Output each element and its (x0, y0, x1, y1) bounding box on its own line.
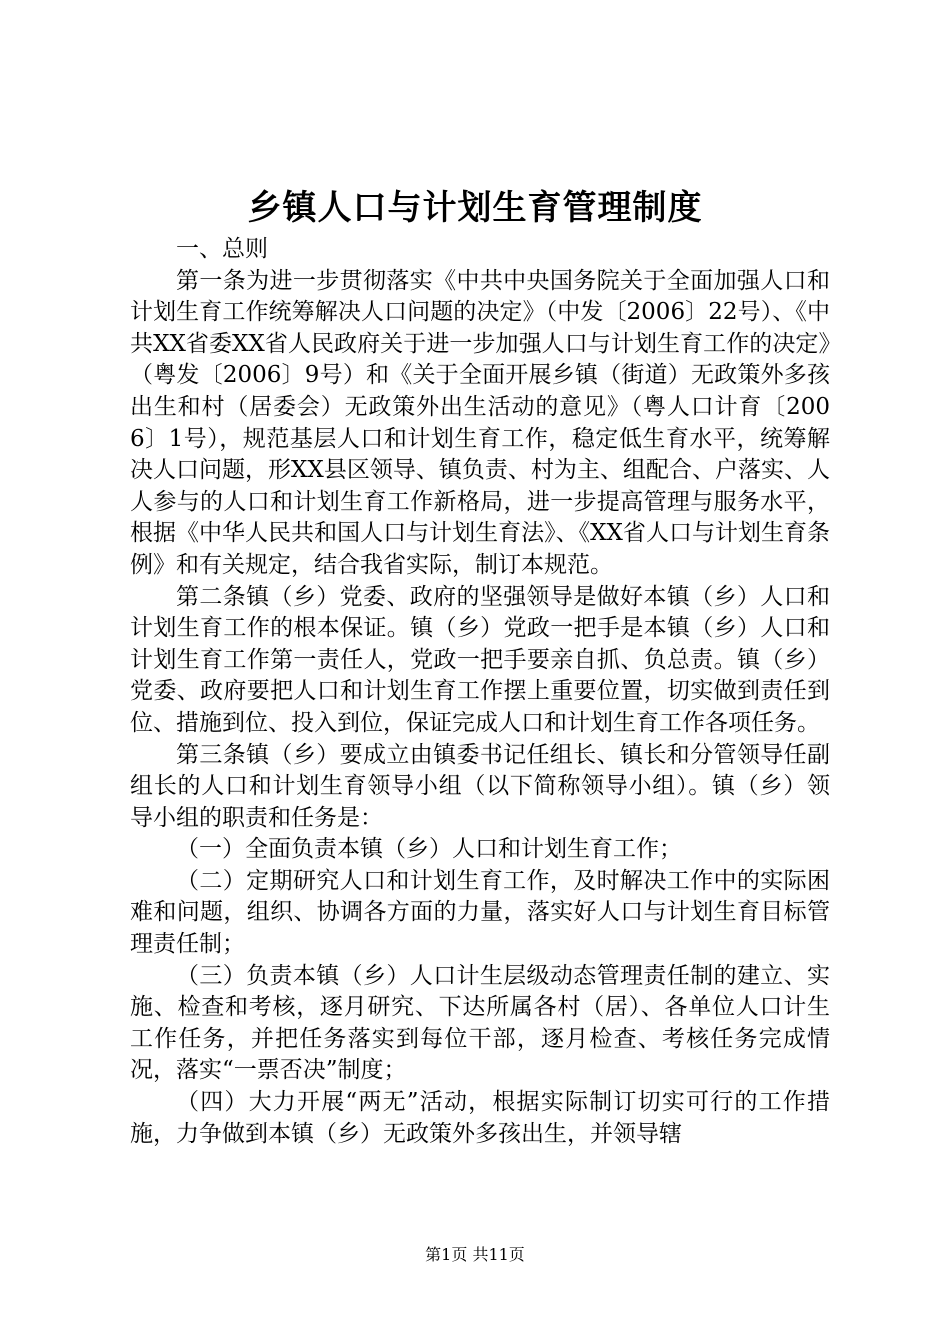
article-2-paragraph: 第二条镇（乡）党委、政府的坚强领导是做好本镇（乡）人口和计划生育工作的根本保证。镇（乡）党政一把手是本镇（乡）人口和计划生育工作第一责任人，党政一把手要亲自抓、负总责。镇（乡）党委、政府要把人口和计划生育工作摆上重要位置，切实做到责任到位、措施到位、投入到位，保证完成人口和计划生育工作各项任务。 (130, 583, 830, 736)
document-title: 乡镇人口与计划生育管理制度 (247, 188, 703, 228)
duty-item-1: （一）全面负责本镇（乡）人口和计划生育工作； (176, 836, 682, 863)
duty-item-3: （三）负责本镇（乡）人口计生层级动态管理责任制的建立、实施、检查和考核，逐月研究、下达所属各村（居）、各单位人口计生工作任务，并把任务落实到每位干部，逐月检查、考核任务完成情况，落实“一票否决”制度； (130, 962, 830, 1084)
article-3-paragraph: 第三条镇（乡）要成立由镇委书记任组长、镇长和分管领导任副组长的人口和计划生育领导小组（以下简称领导小组）。镇（乡）领导小组的职责和任务是： (130, 741, 830, 831)
article-1-paragraph: 第一条为进一步贯彻落实《中共中央国务院关于全面加强人口和计划生育工作统筹解决人口问题的决定》（中发〔2006〕22号）、《中共XX省委XX省人民政府关于进一步加强人口与计划生育工作的决定》（粤发〔2006〕9号）和《关于全面开展乡镇（街道）无政策外多孩出生和村（居委会）无政策外出生活动的意见》（粤人口计育〔2006〕1号），规范基层人口和计划生育工作，稳定低生育水平，统筹解决人口问题，形XX县区领导、镇负责、村为主、组配合、户落实、人人参与的人口和计划生育工作新格局，进一步提高管理与服务水平，根据《中华人民共和国人口与计划生育法》、《XX省人口与计划生育条例》和有关规定，结合我省实际，制订本规范。 (130, 267, 830, 578)
document-body (130, 234, 830, 1150)
page-number-footer: 第1页 共11页 (425, 1245, 525, 1264)
section-heading: 一、总则 (176, 236, 268, 262)
duty-item-2: （二）定期研究人口和计划生育工作，及时解决工作中的实际困难和问题，组织、协调各方面的力量，落实好人口与计划生育目标管理责任制； (130, 867, 830, 958)
duty-item-4: （四）大力开展“两无”活动，根据实际制订切实可行的工作措施，力争做到本镇（乡）无政策外多孩出生，并领导辖 (130, 1089, 830, 1147)
